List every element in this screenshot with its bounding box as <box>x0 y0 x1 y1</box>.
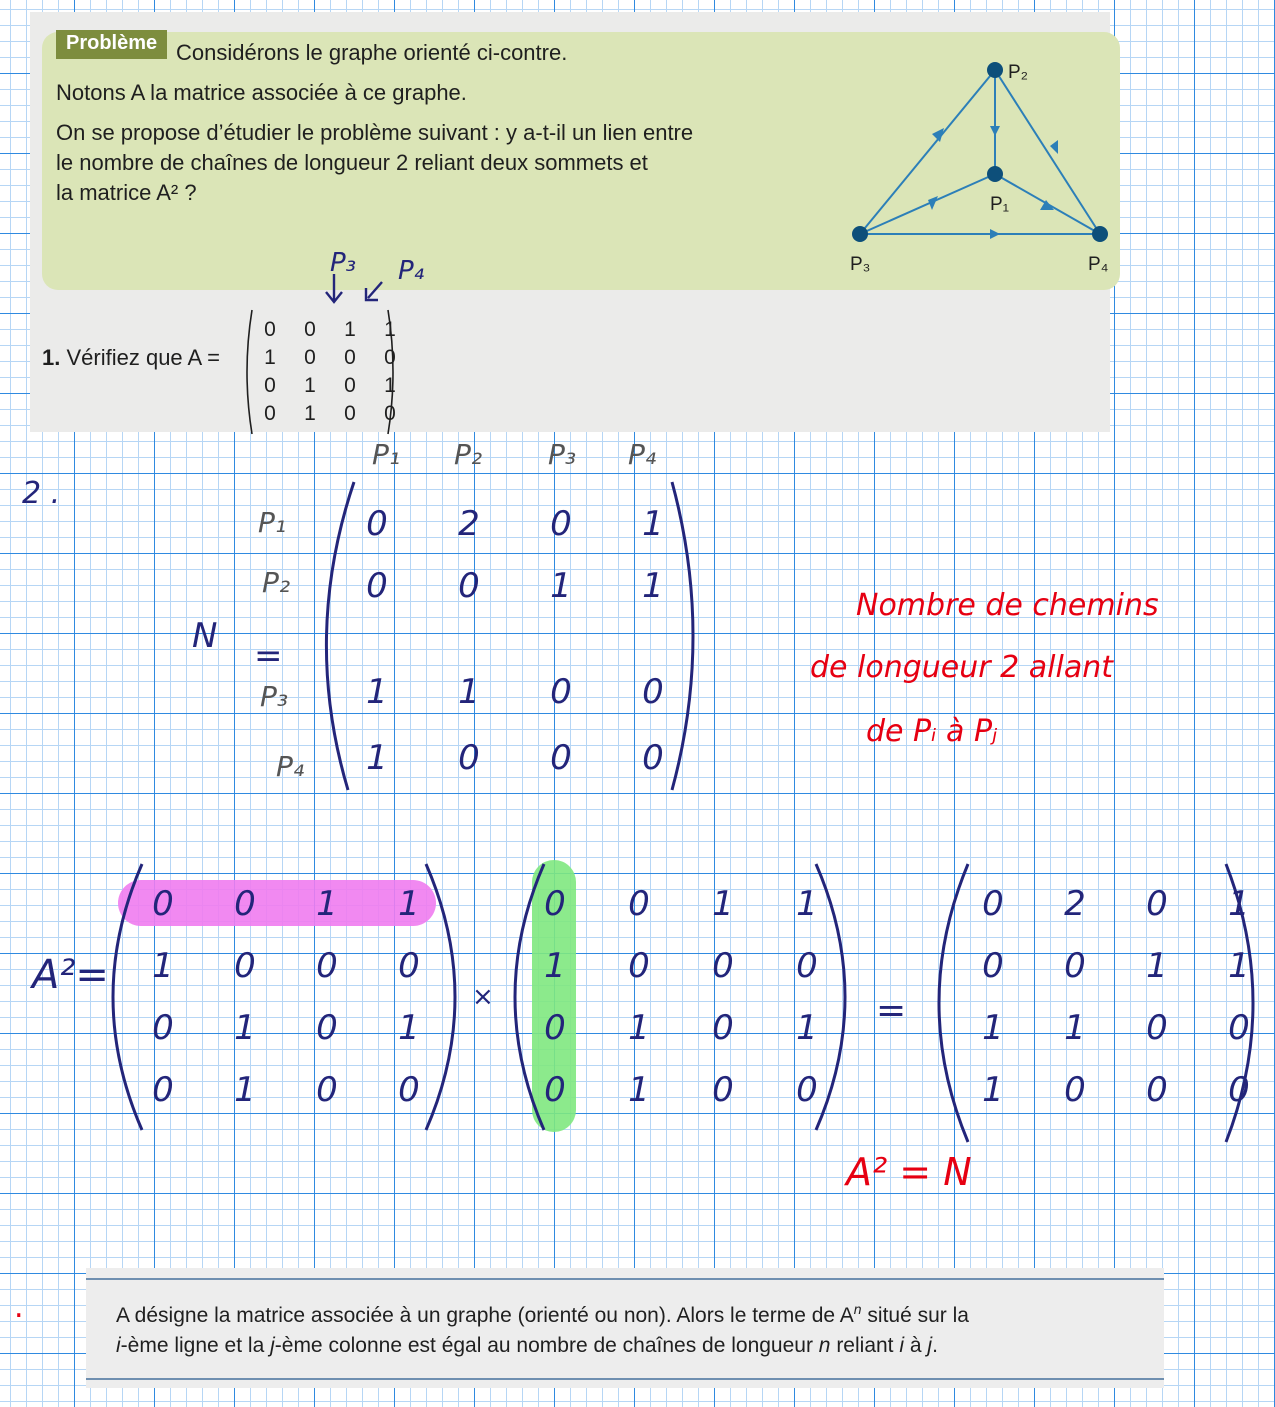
n-row-label: P₃ <box>260 680 289 713</box>
a-right-cell: 1 <box>544 946 566 986</box>
n-column-label: P₁ <box>372 438 401 471</box>
vertex-label-p4: P₄ <box>1088 254 1109 275</box>
a-right-cell: 0 <box>628 884 650 924</box>
matrix-a-cell: 1 <box>384 318 396 341</box>
a-right-cell: 1 <box>796 1008 818 1048</box>
matrix-a-cell: 0 <box>384 402 396 425</box>
a-left-cell: 0 <box>234 946 256 986</box>
vertex-p2 <box>987 62 1003 78</box>
n-matrix-cell: 1 <box>642 504 664 544</box>
a-right-cell: 0 <box>712 1070 734 1110</box>
theorem-exponent: n <box>853 1301 862 1317</box>
annotation-arrows <box>320 270 390 310</box>
problem-line-4: le nombre de chaînes de longueur 2 reliant deux sommets et <box>56 150 648 175</box>
question-1-text: Vérifiez que A = <box>66 345 220 370</box>
textbook-excerpt <box>30 12 1110 432</box>
times-sign: × <box>472 982 494 1012</box>
n-matrix-cell: 1 <box>458 672 480 712</box>
result-cell: 0 <box>982 946 1004 986</box>
arrow-p2-p4 <box>1050 140 1058 154</box>
result-cell: 1 <box>982 1008 1004 1048</box>
a-right-cell: 1 <box>628 1070 650 1110</box>
matrix-a-cell: 0 <box>344 402 356 425</box>
vertex-label-p3: P₃ <box>850 254 871 275</box>
arrow-p1-p3 <box>928 196 938 210</box>
result-cell: 0 <box>1228 1070 1250 1110</box>
matrix-a-cell: 0 <box>304 346 316 369</box>
annotation-p3: P₃ <box>330 248 357 278</box>
result-cell: 1 <box>1228 884 1250 924</box>
result-cell: 0 <box>982 884 1004 924</box>
theorem-bullet: . <box>14 1290 24 1325</box>
conclusion: A² = N <box>846 1150 972 1194</box>
a-left-cell: 1 <box>398 884 420 924</box>
a-left-cell: 0 <box>316 1008 338 1048</box>
n-matrix-cell: 1 <box>550 566 572 606</box>
matrix-a-cell: 0 <box>304 318 316 341</box>
a-left-cell: 1 <box>398 1008 420 1048</box>
theorem-part: reliant <box>830 1334 900 1357</box>
matrix-a-printed <box>240 308 400 436</box>
a-left-cell: 1 <box>234 1008 256 1048</box>
graph-arrowheads <box>928 126 1058 239</box>
graph-edges <box>860 70 1100 234</box>
directed-graph <box>840 42 1110 292</box>
theorem-j: j <box>270 1334 275 1357</box>
theorem-part: -ème ligne et la <box>120 1334 271 1357</box>
a-right-cell: 0 <box>628 946 650 986</box>
problem-tag: Problème <box>56 30 167 59</box>
a-right-cell: 1 <box>712 884 734 924</box>
result-cell: 0 <box>1146 884 1168 924</box>
theorem-part: situé sur la <box>861 1304 969 1327</box>
n-row-label: P₂ <box>262 566 291 599</box>
n-matrix-cell: 0 <box>458 566 480 606</box>
a-right-cell: 0 <box>796 946 818 986</box>
n-matrix-cell: 0 <box>550 504 572 544</box>
question-1 <box>42 345 220 371</box>
n-equals: = <box>254 636 283 676</box>
matrix-a-cell: 1 <box>304 402 316 425</box>
n-matrix-cell: 0 <box>458 738 480 778</box>
matrix-a-cell: 0 <box>264 402 276 425</box>
vertex-p4 <box>1092 226 1108 242</box>
question-1-number: 1. <box>42 345 61 370</box>
a-right-cell: 0 <box>796 1070 818 1110</box>
result-cell: 0 <box>1228 1008 1250 1048</box>
theorem-n: n <box>818 1334 831 1357</box>
n-row-label: P₁ <box>258 506 287 539</box>
a-left-cell: 0 <box>398 1070 420 1110</box>
arrow-p3-p4 <box>990 229 1000 239</box>
problem-line-1: Considérons le graphe orienté ci-contre. <box>176 40 568 65</box>
theorem-i: i <box>899 1334 905 1357</box>
n-column-label: P₃ <box>548 438 577 471</box>
theorem-part: . <box>932 1334 938 1357</box>
n-matrix-cell: 0 <box>642 738 664 778</box>
a-left-cell: 1 <box>316 884 338 924</box>
theorem-j: j <box>927 1334 933 1357</box>
edge-p3-p2 <box>860 70 995 234</box>
result-cell: 1 <box>1146 946 1168 986</box>
result-cell: 1 <box>1228 946 1250 986</box>
part-2-number: 2 . <box>22 476 61 511</box>
matrix-a-left-bracket <box>240 308 254 436</box>
n-matrix-cell: 0 <box>366 504 388 544</box>
theorem-border <box>86 1278 1164 1380</box>
theorem-box <box>86 1268 1164 1388</box>
matrix-a-cell: 1 <box>264 346 276 369</box>
vertex-label-p2: P₂ <box>1008 62 1029 83</box>
a-right-cell: 0 <box>712 946 734 986</box>
theorem-i: i <box>116 1334 121 1357</box>
n-matrix-cell: 0 <box>550 738 572 778</box>
a-left-cell: 0 <box>152 884 174 924</box>
a-left-cell: 0 <box>152 1008 174 1048</box>
n-matrix-cell: 0 <box>550 672 572 712</box>
matrix-a-cell: 0 <box>344 374 356 397</box>
a-right-cell: 0 <box>544 884 566 924</box>
a-right-cell: 0 <box>544 1070 566 1110</box>
problem-line-2: Notons A la matrice associée à ce graphe. <box>56 80 467 105</box>
a-right-cell: 0 <box>544 1008 566 1048</box>
matrix-a-cell: 0 <box>344 346 356 369</box>
theorem-part: à <box>904 1334 928 1357</box>
result-cell: 1 <box>1064 1008 1086 1048</box>
result-cell: 2 <box>1064 884 1086 924</box>
result-equals: = <box>876 990 907 1031</box>
n-matrix-cell: 0 <box>366 566 388 606</box>
a-left-cell: 0 <box>316 946 338 986</box>
n-row-label: P₄ <box>276 750 305 783</box>
matrix-a-cell: 1 <box>384 374 396 397</box>
n-label: N <box>192 616 218 656</box>
matrix-a-cell: 0 <box>264 374 276 397</box>
vertex-p3 <box>852 226 868 242</box>
matrix-a-cell: 1 <box>304 374 316 397</box>
n-matrix-cell: 2 <box>458 504 480 544</box>
a-left-cell: 0 <box>234 884 256 924</box>
a-left-cell: 0 <box>398 946 420 986</box>
n-matrix-cell: 1 <box>366 738 388 778</box>
result-cell: 0 <box>1146 1070 1168 1110</box>
matrix-a-cell: 1 <box>344 318 356 341</box>
result-left-paren <box>924 860 974 1146</box>
vertex-label-p1: P₁ <box>990 194 1010 215</box>
a-right-cell: 0 <box>712 1008 734 1048</box>
a-squared-lhs: A²= <box>32 952 109 998</box>
vertex-p1 <box>987 166 1003 182</box>
matrix-a-cell: 0 <box>264 318 276 341</box>
a-left-cell: 0 <box>316 1070 338 1110</box>
theorem-part: -ème colonne est égal au nombre de chaînes de longueur <box>274 1334 819 1357</box>
result-cell: 0 <box>1064 946 1086 986</box>
annotation-p4: P₄ <box>398 256 425 286</box>
edge-p1-p3 <box>860 174 995 234</box>
n-column-label: P₂ <box>454 438 483 471</box>
n-matrix-cell: 1 <box>366 672 388 712</box>
arrow-p2-p1 <box>990 126 1000 136</box>
n-matrix-cell: 1 <box>642 566 664 606</box>
a-right-cell: 1 <box>628 1008 650 1048</box>
problem-line-3: On se propose d’étudier le problème suivant : y a-t-il un lien entre <box>56 120 694 145</box>
note-line-3: de Pᵢ à Pⱼ <box>866 714 998 749</box>
result-cell: 0 <box>1146 1008 1168 1048</box>
n-matrix-cell: 0 <box>642 672 664 712</box>
a-left-cell: 0 <box>152 1070 174 1110</box>
result-cell: 1 <box>982 1070 1004 1110</box>
note-line-1: Nombre de chemins <box>856 588 1159 623</box>
result-cell: 0 <box>1064 1070 1086 1110</box>
matrix-a-cell: 0 <box>384 346 396 369</box>
a-left-cell: 1 <box>234 1070 256 1110</box>
note-line-2: de longueur 2 allant <box>810 650 1113 685</box>
a-right-cell: 1 <box>796 884 818 924</box>
a-left-cell: 1 <box>152 946 174 986</box>
theorem-part: A désigne la matrice associée à un graphe (orienté ou non). Alors le terme de A <box>116 1304 854 1327</box>
theorem-text <box>116 1294 1146 1361</box>
problem-line-5: la matrice A² ? <box>56 180 197 205</box>
n-column-label: P₄ <box>628 438 657 471</box>
